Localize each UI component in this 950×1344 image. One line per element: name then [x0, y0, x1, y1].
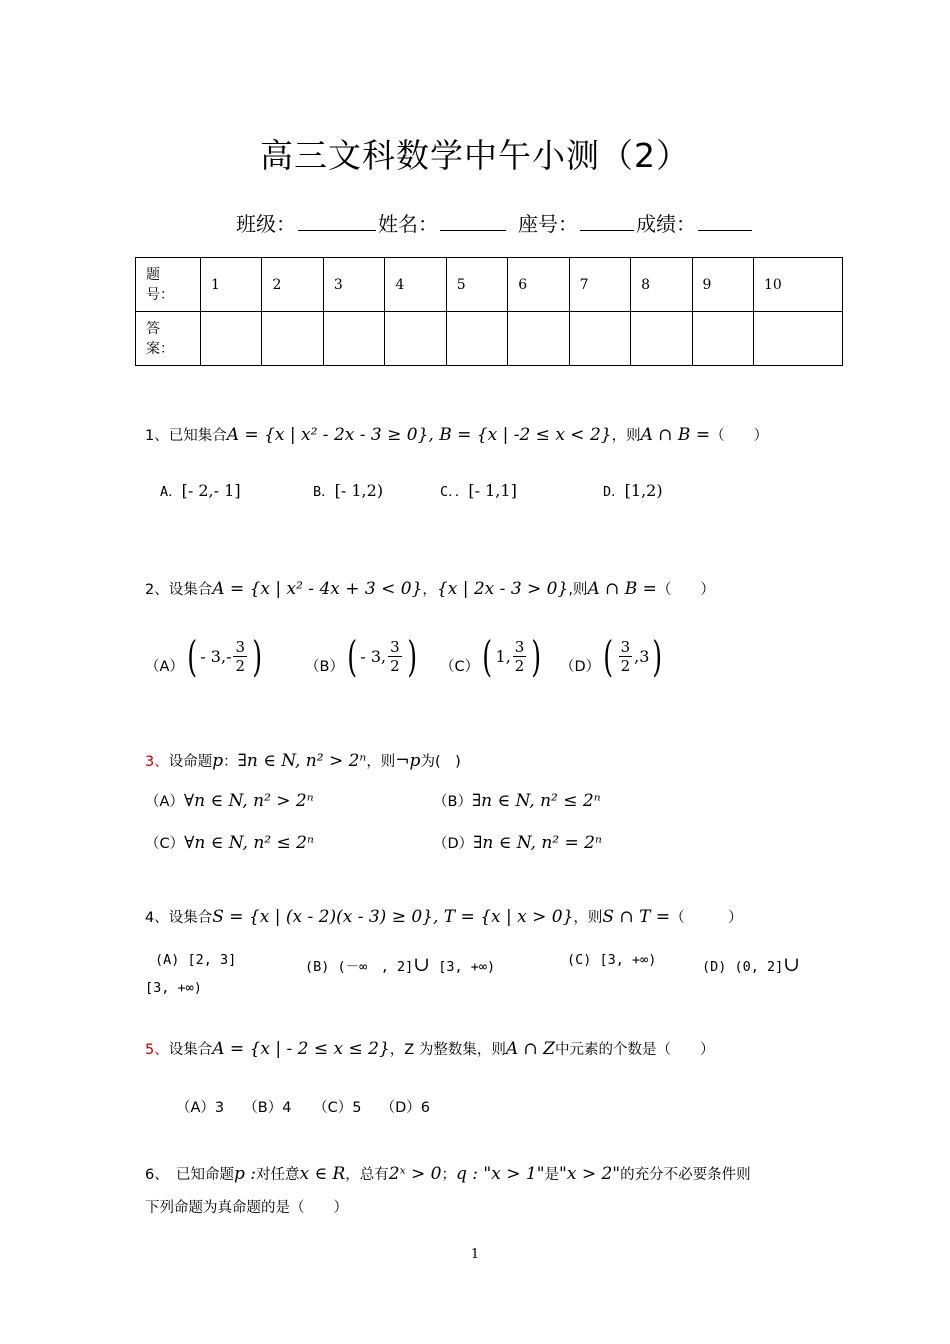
row-head-answer: 答 案：	[136, 312, 201, 366]
math-expression: "x > 2"	[559, 1164, 621, 1184]
math-expression: S ∩ T =	[602, 907, 671, 927]
q3-option-a: （A）∀n ∈ N, n² > 2ⁿ	[145, 791, 314, 811]
q2-option-a: （A） ( - 3,- $\frac{3}{2}$ )	[145, 632, 263, 681]
q5-options: （A）3 （B）4 （C）5 （D）6	[176, 1100, 431, 1116]
question-text: ：	[223, 754, 238, 770]
answer-cell[interactable]	[692, 312, 753, 366]
math-expression: x ∈ R	[299, 1164, 346, 1184]
question-number-cell: 1	[201, 258, 262, 312]
question-text: 1、已知集合	[145, 428, 227, 444]
answer-parens: （ ）	[710, 428, 769, 444]
math-expression: A = {x | x² - 2x - 3 ≥ 0}, B = {x | -2 ≤ x < 2}	[226, 425, 612, 445]
answer-cell[interactable]	[508, 312, 569, 366]
math-expression: S = {x | (x - 2)(x - 3) ≥ 0}, T = {x | x > 0}	[212, 907, 574, 927]
q1-option-d: D．[1,2)	[603, 481, 663, 500]
math-expression: ∃n ∈ N, n² > 2ⁿ	[237, 751, 367, 771]
math-expression: p :	[233, 1164, 256, 1184]
question-2	[145, 578, 715, 599]
math-expression: A = {x | - 2 ≤ x ≤ 2}	[212, 1039, 390, 1059]
row-head-question: 题 号：	[136, 258, 201, 312]
math-expression: 2ˣ > 0	[388, 1164, 442, 1184]
name-blank[interactable]	[440, 210, 506, 231]
question-number-cell: 10	[753, 258, 842, 312]
question-number-cell: 4	[385, 258, 446, 312]
question-number-row	[136, 258, 843, 312]
question-number-cell: 3	[323, 258, 384, 312]
answer-cell[interactable]	[201, 312, 262, 366]
question-number-cell: 6	[508, 258, 569, 312]
q4-option-d-cont: [3, +∞)	[145, 980, 202, 996]
question-text: ，	[422, 582, 437, 598]
math-expression: A ∩ Z	[505, 1039, 555, 1059]
q3-option-d: （D）∃n ∈ N, n² = 2ⁿ	[433, 833, 602, 853]
page-number: 1	[470, 1247, 480, 1262]
page-title: 高三文科数学中午小测（2）	[260, 136, 690, 175]
answer-parens: （ ）	[656, 582, 715, 598]
question-text: ，则	[611, 428, 641, 444]
q2-option-c: （C） ( 1, $\frac{3}{2}$ )	[440, 632, 542, 681]
question-text: ，总有	[345, 1167, 389, 1183]
question-6-line2: 下列命题为真命题的是（ ）	[145, 1200, 348, 1216]
question-5	[145, 1038, 714, 1059]
q2-option-d: （D） ( $\frac{3}{2}$ ,3 )	[560, 632, 663, 681]
q4-option-b: (B) (－∞ , 2]∪ [3, +∞)	[305, 952, 496, 976]
student-info-line	[236, 208, 754, 237]
question-1	[145, 424, 768, 445]
question-text: 设命题	[168, 754, 213, 770]
seat-label: 座号：	[518, 212, 578, 236]
question-4	[145, 906, 743, 927]
math-expression: q : "x > 1"	[456, 1164, 545, 1184]
question-text: 2、设集合	[145, 582, 213, 598]
question-text: 对任意	[256, 1167, 300, 1183]
question-number: 6、	[145, 1167, 162, 1183]
answer-table	[135, 257, 843, 366]
question-number: 5、	[145, 1042, 169, 1058]
math-expression: {x | 2x - 3 > 0}	[436, 579, 569, 599]
seat-blank[interactable]	[580, 210, 634, 231]
answer-cell[interactable]	[323, 312, 384, 366]
question-text: 已知命题	[175, 1167, 234, 1183]
math-expression: A ∩ B =	[587, 579, 657, 599]
question-number: 3、	[145, 754, 169, 770]
question-text: 中元素的个数是（ ）	[554, 1042, 715, 1058]
answer-cell[interactable]	[631, 312, 692, 366]
question-text: ，则	[573, 910, 603, 926]
name-label: 姓名：	[378, 212, 438, 236]
q3-option-b: （B）∃n ∈ N, n² ≤ 2ⁿ	[433, 791, 601, 811]
q1-option-c: C．．[- 1,1]	[440, 481, 517, 500]
answer-parens: 为( )	[420, 754, 461, 770]
question-text: 设集合	[168, 1042, 213, 1058]
q2-option-b: （B） ( - 3, $\frac{3}{2}$ )	[305, 632, 417, 681]
math-expression: A = {x | x² - 4x + 3 < 0}	[212, 579, 423, 599]
score-blank[interactable]	[698, 210, 752, 231]
math-expression: A ∩ B =	[640, 425, 711, 445]
answer-cell[interactable]	[569, 312, 630, 366]
answer-parens: （ ）	[670, 910, 743, 926]
question-text: ，Z 为整数集，则	[389, 1042, 506, 1058]
q4-option-a: (A) [2, 3]	[155, 952, 237, 968]
q1-option-a: A．[- 2,- 1]	[160, 481, 241, 500]
question-text: ,则	[568, 582, 588, 598]
q1-option-b: B．[- 1,2)	[313, 481, 384, 500]
score-label: 成绩：	[636, 212, 696, 236]
answer-cell[interactable]	[753, 312, 842, 366]
q3-option-c: （C）∀n ∈ N, n² ≤ 2ⁿ	[145, 833, 314, 853]
question-text: ；	[441, 1167, 456, 1183]
question-text: 的充分不必要条件则	[620, 1167, 751, 1183]
answer-cell[interactable]	[262, 312, 323, 366]
q4-option-d: (D) (0, 2]∪	[702, 952, 801, 976]
question-number-cell: 7	[569, 258, 630, 312]
question-number-cell: 2	[262, 258, 323, 312]
math-expression: p	[212, 751, 224, 771]
answer-row	[136, 312, 843, 366]
answer-cell[interactable]	[385, 312, 446, 366]
question-text: ，则	[366, 754, 396, 770]
question-number-cell: 5	[446, 258, 507, 312]
q4-option-c: (C) [3, +∞)	[567, 952, 657, 968]
math-expression: ¬p	[395, 751, 421, 771]
question-6	[145, 1163, 751, 1184]
question-number-cell: 9	[692, 258, 753, 312]
answer-cell[interactable]	[446, 312, 507, 366]
question-3	[145, 750, 461, 771]
question-number-cell: 8	[631, 258, 692, 312]
class-label: 班级：	[236, 212, 296, 236]
class-blank[interactable]	[298, 210, 376, 231]
question-text: 4、设集合	[145, 910, 213, 926]
question-text: 是	[544, 1167, 560, 1183]
